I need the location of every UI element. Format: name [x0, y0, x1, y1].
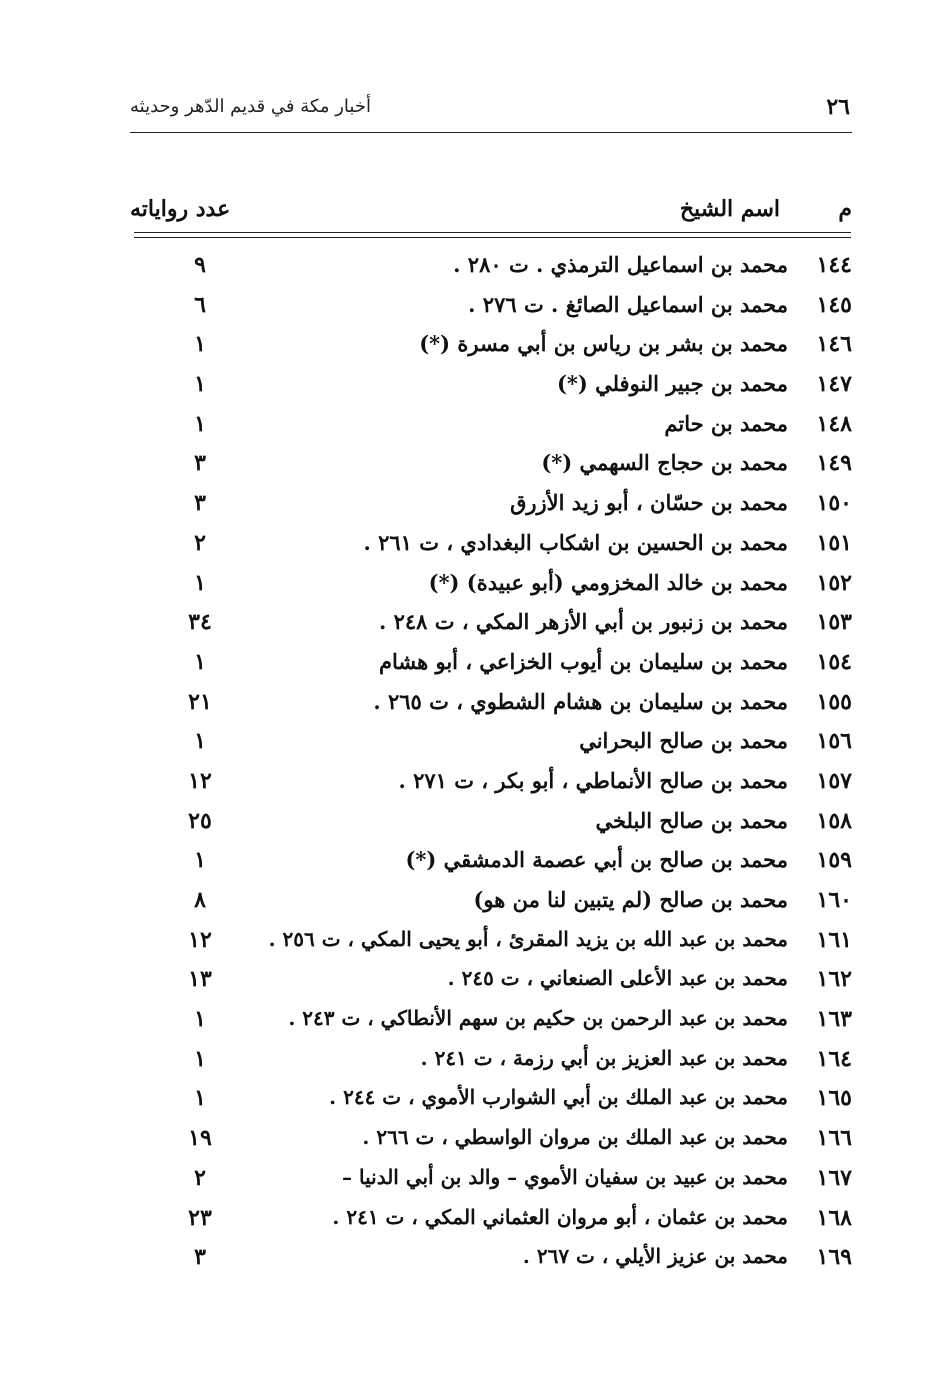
narration-count: ٢١	[188, 688, 212, 715]
row-number: ١٥٢	[816, 569, 852, 596]
sheikh-name: محمد بن صالح بن أبي عصمة الدمشقي (*)	[405, 847, 788, 873]
sheikh-name: محمد بن حاتم	[664, 410, 788, 436]
narration-count: ١٩	[188, 1125, 212, 1152]
table-header-rule-double	[134, 237, 851, 238]
row-number: ١٦٤	[816, 1045, 852, 1072]
column-header-sheikh-name: اسم الشيخ	[679, 196, 780, 222]
row-number: ١٤٧	[816, 371, 852, 398]
sheikh-name: محمد بن صالح البحراني	[579, 728, 788, 754]
narration-count: ١٢	[188, 767, 212, 794]
table-row	[130, 566, 852, 606]
header-divider	[130, 132, 852, 133]
table-row	[130, 1201, 852, 1241]
table-row	[130, 645, 852, 685]
sheikh-name: محمد بن الحسين بن اشكاب البغدادي ، ت ٢٦١ .	[363, 529, 788, 555]
table-row	[130, 764, 852, 804]
narration-count: ٣٤	[188, 609, 212, 636]
narration-count: ١	[194, 1085, 206, 1112]
row-number: ١٥٠	[816, 490, 852, 517]
narration-count: ١٢	[188, 926, 212, 953]
narration-count: ٢	[194, 529, 206, 556]
sheikh-name: محمد بن سليمان بن أيوب الخزاعي ، أبو هشام	[378, 648, 788, 674]
table-row	[130, 248, 852, 288]
row-number: ١٦٢	[816, 966, 852, 993]
sheikh-name: محمد بن عبد الرحمن بن حكيم بن سهم الأنطاكي ، ت ٢٤٣ .	[288, 1006, 788, 1031]
table-row	[130, 1121, 852, 1161]
row-number: ١٥٥	[816, 688, 852, 715]
table-row	[130, 605, 852, 645]
row-number: ١٤٨	[816, 410, 852, 437]
narration-count: ١	[194, 371, 206, 398]
sheikh-name: محمد بن اسماعيل الصائغ . ت ٢٧٦ .	[468, 291, 788, 317]
narration-count: ٣	[194, 1244, 206, 1271]
sheikh-name: محمد بن عبد الله بن يزيد المقرئ ، أبو يحيى المكي ، ت ٢٥٦ .	[268, 926, 788, 951]
table-row	[130, 1161, 852, 1201]
sheikh-name: محمد بن خالد المخزومي (أبو عبيدة) (*)	[428, 569, 788, 595]
table-row	[130, 724, 852, 764]
narration-count: ١	[194, 1045, 206, 1072]
sheikh-name: محمد بن اسماعيل الترمذي . ت ٢٨٠ .	[453, 252, 788, 277]
row-number: ١٦٥	[816, 1085, 852, 1112]
table-row	[130, 446, 852, 486]
narration-count: ١	[194, 847, 206, 874]
sheikh-table-body	[130, 248, 852, 1280]
row-number: ١٦٦	[816, 1125, 852, 1152]
row-number: ١٤٩	[816, 450, 852, 477]
row-number: ١٥٩	[816, 847, 852, 874]
table-row	[130, 1002, 852, 1042]
row-number: ١٦٨	[816, 1204, 852, 1231]
running-header	[130, 92, 850, 128]
row-number: ١٦٧	[816, 1164, 852, 1191]
table-row	[130, 962, 852, 1002]
row-number: ١٥٣	[816, 609, 852, 636]
sheikh-name: محمد بن صالح البلخي	[595, 807, 788, 833]
sheikh-name: محمد بن زنبور بن أبي الأزهر المكي ، ت ٢٤٨ .	[378, 609, 788, 635]
sheikh-name: محمد بن سليمان بن هشام الشطوي ، ت ٢٦٥ .	[373, 688, 788, 714]
column-header-narration-count: عدد رواياته	[130, 196, 231, 222]
row-number: ١٥٧	[816, 767, 852, 794]
table-row	[130, 843, 852, 883]
table-row	[130, 526, 852, 566]
narration-count: ٩	[194, 252, 206, 278]
narration-count: ١	[194, 728, 206, 755]
narration-count: ٢٥	[188, 807, 212, 834]
narration-count: ١	[194, 569, 206, 596]
table-row	[130, 685, 852, 725]
table-row	[130, 407, 852, 447]
narration-count: ٢	[194, 1164, 206, 1191]
table-row	[130, 1081, 852, 1121]
narration-count: ١	[194, 1006, 206, 1033]
sheikh-name: محمد بن صالح (لم يتبين لنا من هو)	[473, 887, 788, 912]
sheikh-name: محمد بن حجاج السهمي (*)	[541, 450, 788, 476]
book-title: أخبار مكة في قديم الدّهر وحديثه	[130, 96, 371, 117]
narration-count: ٨	[194, 887, 206, 913]
row-number: ١٦١	[816, 926, 852, 953]
row-number: ١٦٩	[816, 1244, 852, 1271]
table-row	[130, 486, 852, 526]
sheikh-name: محمد بن بشر بن رياس بن أبي مسرة (*)	[419, 331, 788, 357]
table-row	[130, 1240, 852, 1280]
narration-count: ٦	[194, 291, 206, 318]
row-number: ١٤٤	[816, 252, 852, 278]
narration-count: ٣	[194, 490, 206, 517]
row-number: ١٤٥	[816, 291, 852, 318]
sheikh-name: محمد بن عبد العزيز بن أبي رزمة ، ت ٢٤١ .	[420, 1045, 788, 1070]
sheikh-name: محمد بن حسّان ، أبو زيد الأزرق	[510, 490, 788, 516]
narration-count: ٢٣	[188, 1204, 212, 1231]
page-number: ٢٦	[826, 94, 850, 120]
narration-count: ٣	[194, 450, 206, 477]
table-header-rule	[134, 232, 851, 233]
narration-count: ١٣	[188, 966, 212, 993]
row-number: ١٥٨	[816, 807, 852, 834]
row-number: ١٥٦	[816, 728, 852, 755]
sheikh-name: محمد بن عبد الملك بن أبي الشوارب الأموي ، ت ٢٤٤ .	[329, 1085, 788, 1110]
table-header	[130, 196, 852, 230]
row-number: ١٦٣	[816, 1006, 852, 1033]
row-number: ١٥٤	[816, 648, 852, 675]
row-number: ١٦٠	[816, 887, 852, 913]
table-row	[130, 367, 852, 407]
sheikh-name: محمد بن عزيز الأيلي ، ت ٢٦٧ .	[522, 1244, 788, 1269]
row-number: ١٥١	[816, 529, 852, 556]
column-header-number: م	[838, 196, 852, 222]
sheikh-name: محمد بن عبد الأعلى الصنعاني ، ت ٢٤٥ .	[447, 966, 788, 991]
table-row	[130, 1042, 852, 1082]
narration-count: ١	[194, 410, 206, 437]
sheikh-name: محمد بن عبد الملك بن مروان الواسطي ، ت ٢٦٦ .	[362, 1125, 788, 1150]
narration-count: ١	[194, 648, 206, 675]
sheikh-name: محمد بن صالح الأنماطي ، أبو بكر ، ت ٢٧١ .	[398, 767, 788, 793]
sheikh-name: محمد بن جبير النوفلي (*)	[556, 371, 788, 397]
table-row	[130, 327, 852, 367]
sheikh-name: محمد بن عثمان ، أبو مروان العثماني المكي ، ت ٢٤١ .	[332, 1204, 788, 1229]
row-number: ١٤٦	[816, 331, 852, 358]
sheikh-name: محمد بن عبيد بن سفيان الأموي – والد بن أبي الدنيا –	[342, 1164, 788, 1189]
table-row	[130, 923, 852, 963]
table-row	[130, 883, 852, 923]
table-row	[130, 288, 852, 328]
narration-count: ١	[194, 331, 206, 358]
table-row	[130, 804, 852, 844]
